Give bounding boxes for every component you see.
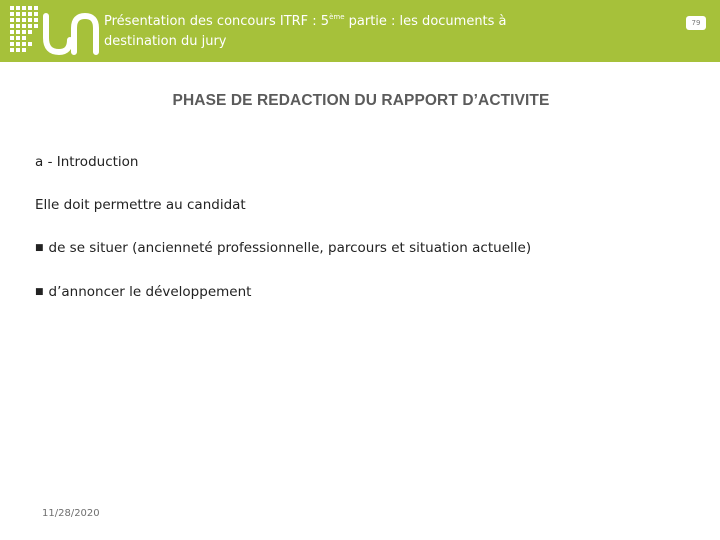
- bullet-item: [35, 284, 251, 300]
- intro-text: Elle doit permettre au candidat: [35, 197, 246, 213]
- bullet-text: de se situer (ancienneté professionnelle, parcours et situation actuelle): [48, 240, 532, 256]
- header-band: [0, 0, 720, 62]
- header-title-start: Présentation des concours ITRF : 5: [104, 14, 330, 29]
- page-number-badge: 79: [686, 16, 706, 30]
- header-title: [104, 12, 574, 52]
- section-title: a - Introduction: [35, 154, 139, 170]
- header-title-end: partie : les documents à destination du jury: [104, 14, 507, 49]
- footer-date: 11/28/2020: [42, 508, 100, 519]
- university-logo-icon: [8, 4, 100, 60]
- square-bullet-icon: ■: [35, 287, 44, 297]
- header-title-superscript: ème: [329, 13, 345, 21]
- slide-heading: PHASE DE REDACTION DU RAPPORT D’ACTIVITE: [172, 92, 550, 109]
- square-bullet-icon: ■: [35, 243, 44, 253]
- bullet-text: d’annoncer le développement: [48, 284, 252, 300]
- bullet-item: [35, 240, 531, 256]
